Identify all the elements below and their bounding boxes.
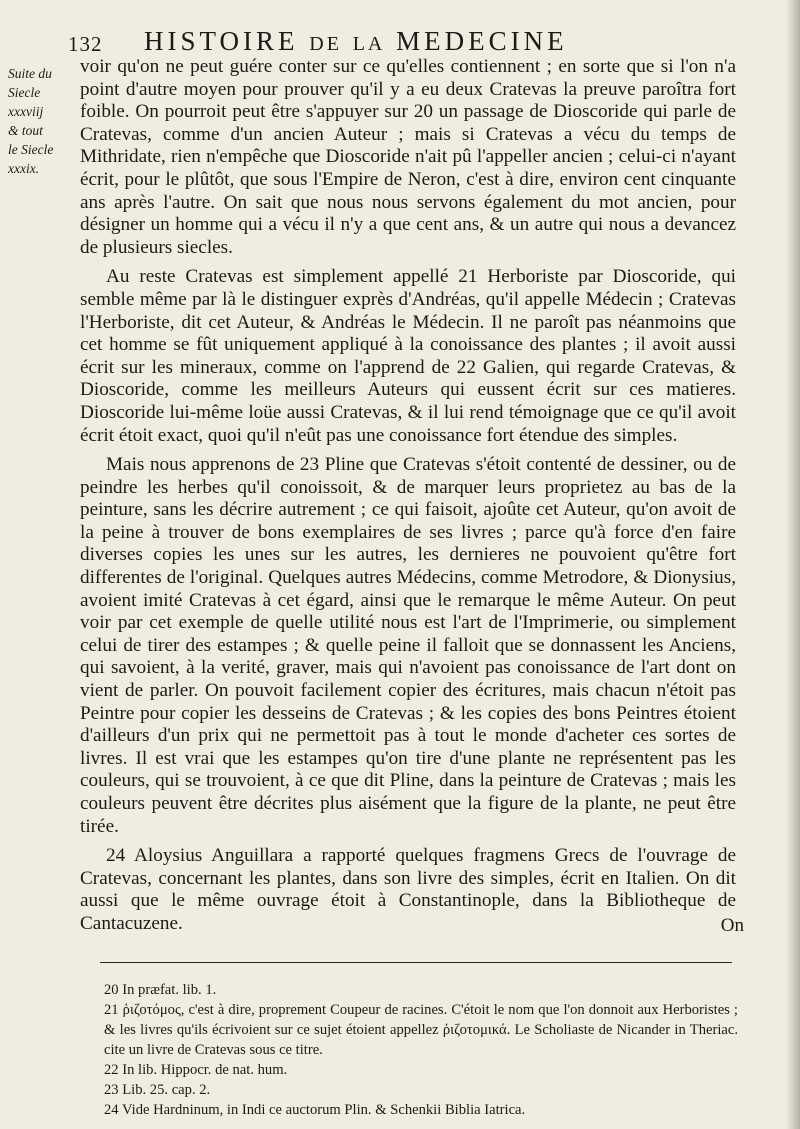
- footnote: 21 ῥιζοτόμος, c'est à dire, proprement Coupeur de racines. C'étoit le nom que l'on donnoit aux Herboristes ; & les livres qu'ils écrivoient sur ce sujet étoient appellez ῥιζοτομικά. Le Scholiaste de Nicander in Theriac. cite un livre de Cratevas sous ce titre.: [104, 1002, 738, 1058]
- footnote: 20 In præfat. lib. 1.: [104, 982, 217, 998]
- margin-note-line: & tout: [8, 123, 43, 138]
- margin-note: [8, 64, 70, 178]
- margin-note-line: le Siecle: [8, 142, 54, 157]
- footnote: 24 Vide Hardninum, in Indi ce auctorum Plin. & Schenkii Biblia Iatrica.: [104, 1102, 526, 1118]
- paragraph: voir qu'on ne peut guére conter sur ce qu'elles contiennent ; en sorte que si l'on n'a point d'autre moyen pour prouver qu'il y a eu deux Cratevas la preuve paroîtra fort foible. On pourroit peut être s'appuyer sur 20 un passage de Dioscoride qui parle de Cratevas, comme d'un ancien Auteur ; mais si Cratevas a vécu du temps de Mithridate, rien n'empêche que Dioscoride n'ait pû l'appeller ancien ; celui-ci n'ayant écrit, pour le plûtôt, que sous l'Empire de Neron, c'est à dire, environ cent cinquante ans après l'autre. On sait que nous nous servons également du mot ancien, pour désigner un homme qui a vécu il n'y a que cent ans, & un autre qui nous a devancez de plusieurs siecles.: [80, 56, 736, 258]
- footnote: 23 Lib. 25. cap. 2.: [104, 1082, 211, 1098]
- margin-note-line: xxxix.: [8, 161, 40, 176]
- paragraph: Mais nous apprenons de 23 Pline que Cratevas s'étoit contenté de dessiner, ou de peindre les herbes qu'il conoissoit, & de marquer leurs proprietez au bas de la peinture, sans les décrire autrement ; ce qui faisoit, ajoûte cet Auteur, qu'on avoit de la peine à trouver de bons exemplaires de ses livres ; parce qu'à force d'en faire diverses copies les unes sur les autres, les dernieres ne pouvoient qu'être fort differentes de l'original. Quelques autres Médecins, comme Metrodore, & Dionysius, avoient imité Cratevas à cet égard, ainsi que le remarque le même Auteur. On peut voir par cet exemple de quelle utilité nous est l'art de l'Imprimerie, ou simplement celui de tirer des estampes ; & quelle peine il falloit que se donnassent les Anciens, qui savoient, à la verité, graver, mais qui n'avoient pas conoissance de l'art dont on vient de parler. On pouvoit facilement copier des écritures, mais chacun n'étoit pas Peintre pour copier les desseins de Cratevas ; & les copies des bons Peintres étoient d'ailleurs d'un prix qui ne permettoit pas à tout le monde d'acheter ces sortes de livres. Il est vrai que les estampes qu'on tire d'une plante ne représentent pas les couleurs, qui se trouvoient, à ce que dit Pline, dans la peinture de Cratevas ; mais les couleurs peuvent être décrites plus aisément que la figure de la plante, ne peut être tirée.: [80, 454, 736, 837]
- paragraph: 24 Aloysius Anguillara a rapporté quelques fragmens Grecs de l'ouvrage de Cratevas, concernant les plantes, dans son livre des simples, écrit en Italien. On dit aussi que le même ouvrage étoit à Constantinople, dans la Bibliotheque de Cantacuzene.: [80, 845, 736, 934]
- title-word: LA: [352, 33, 386, 55]
- title-word: DE: [309, 33, 342, 55]
- page-number: 132: [68, 32, 103, 56]
- title-word: MEDECINE: [396, 26, 568, 56]
- main-text: [80, 56, 736, 936]
- running-title: [144, 26, 568, 57]
- margin-note-line: Suite du: [8, 66, 52, 81]
- paragraph: Au reste Cratevas est simplement appellé 21 Herboriste par Dioscoride, qui semble même par là le distinguer exprès d'Andréas, qu'il appelle Médecin ; Cratevas l'Herboriste, dit cet Auteur, & Andréas le Médecin. Il ne paroît pas néanmoins que cet homme se fût uniquement appliqué à la conoissance des plantes ; il avoit aussi écrit sur les mineraux, comme on l'apprend de 22 Galien, qui regarde Cratevas, & Dioscoride, comme les meilleurs Auteurs qui eussent écrit sur ces matieres. Dioscoride lui-même loüe aussi Cratevas, & il lui rend témoignage que ce qu'il avoit écrit étoit exact, quoi qu'il n'eût pas une conoissance fort étendue des simples.: [80, 266, 736, 446]
- footnotes: [104, 980, 738, 1120]
- footnote: 22 In lib. Hippocr. de nat. hum.: [104, 1062, 288, 1078]
- footnote-rule: [100, 962, 732, 963]
- catchword: On: [720, 915, 744, 936]
- page-edge-shadow: [786, 0, 800, 1129]
- margin-note-line: xxxviij: [8, 104, 44, 119]
- margin-note-line: Siecle: [8, 85, 41, 100]
- title-word: HISTOIRE: [144, 26, 299, 56]
- running-header: [68, 20, 788, 60]
